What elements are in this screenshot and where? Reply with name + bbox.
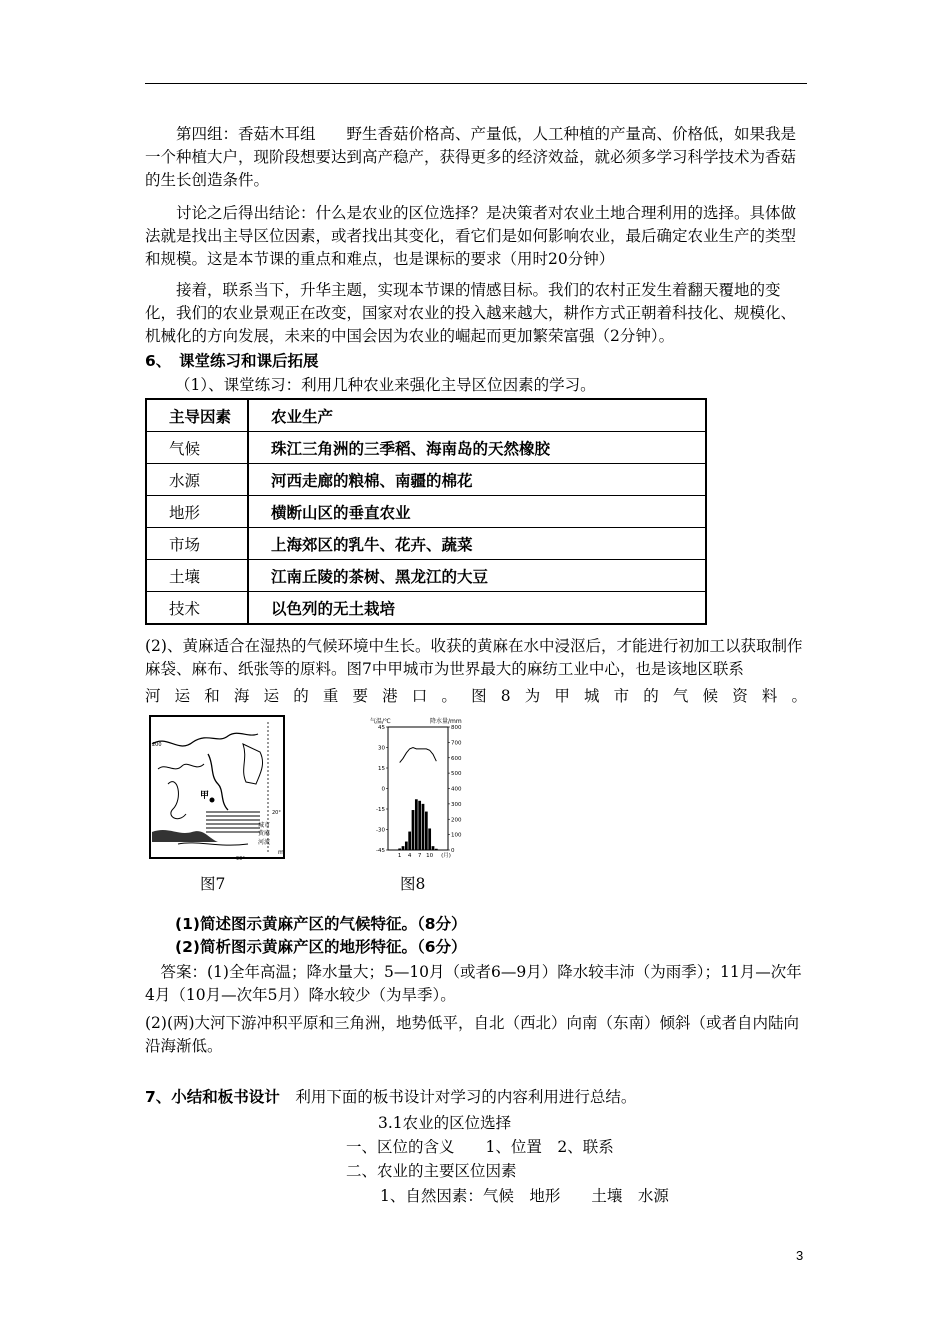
x-tick-label: 4: [407, 853, 412, 859]
figure8-caption: 图8: [400, 875, 426, 893]
table-header-cell: 农业生产: [248, 399, 706, 432]
precipitation-bar: [398, 848, 401, 850]
figure7-city-label: 甲: [200, 791, 210, 801]
x-tick-label: 10: [426, 853, 434, 859]
table-header-row: [146, 399, 706, 432]
figure7-longitude-label: 90°: [236, 856, 245, 862]
precipitation-bar: [415, 799, 418, 850]
table-cell-factor: 技术: [146, 592, 248, 625]
y2-tick-label: 100: [451, 832, 462, 839]
precipitation-bar: [402, 846, 405, 850]
precipitation-bar: [405, 842, 408, 850]
section7-row: [145, 1086, 807, 1109]
legend-city-label: 城市: [258, 822, 271, 829]
table-row: [146, 528, 706, 560]
x-tick-label: 1: [397, 853, 402, 859]
section6-heading: 6、 课堂练习和课后拓展: [145, 352, 319, 370]
legend-contour-label: m: [278, 849, 284, 856]
y-tick-label: 45: [378, 725, 385, 731]
y2-tick-label: 300: [451, 801, 462, 808]
board-line-3: 1、自然因素：气候 地形 土壤 水源: [380, 1187, 669, 1205]
y-tick-label: -15: [376, 807, 385, 813]
table-cell-agriculture: 河西走廊的粮棉、南疆的棉花: [248, 464, 706, 496]
board-line-2: 二、农业的主要区位因素: [346, 1162, 517, 1180]
paragraph-conclusion: 讨论之后得出结论：什么是农业的区位选择？是决策者对农业土地合理利用的选择。具体做法就是找出主导区位因素，或者找出其变化，看它们是如何影响农业，最后确定农业生产的类型和规模。这是本节课的重点和难点，也是课标的要求（用时20分钟）: [145, 204, 797, 268]
table-cell-factor: 气候: [146, 432, 248, 464]
table-cell-factor: 地形: [146, 496, 248, 528]
table-row: [146, 432, 706, 464]
table-cell-agriculture: 以色列的无土栽培: [248, 592, 706, 625]
table-cell-agriculture: 珠江三角洲的三季稻、海南岛的天然橡胶: [248, 432, 706, 464]
chart-ylabel: 气温/℃: [370, 718, 391, 725]
exercise2-text: (2)、黄麻适合在湿热的气候环境中生长。收获的黄麻在水中浸沤后，才能进行初加工以获取制作麻袋、麻布、纸张等的原料。图7中甲城市为世界最大的麻纺工业中心，也是该地区联系: [145, 637, 803, 678]
table-cell-agriculture: 横断山区的垂直农业: [248, 496, 706, 528]
question2: (2)简析图示黄麻产区的地形特征。（6分）: [175, 938, 467, 956]
answer1: 答案：(1)全年高温；降水量大；5—10月（或者6—9月）降水较丰沛（为雨季）；11月—次年4月（10月—次年5月）降水较少（为旱季）。: [145, 963, 802, 1004]
precipitation-bar: [418, 801, 421, 850]
y2-tick-label: 200: [451, 817, 462, 824]
table-row: [146, 560, 706, 592]
y2-tick-label: 700: [451, 740, 462, 747]
table-header-cell: 主导因素: [146, 399, 248, 432]
table-cell-factor: 市场: [146, 528, 248, 560]
precipitation-bar: [425, 812, 428, 850]
figure7-map: [148, 714, 286, 862]
figure8-climate-chart: [368, 714, 476, 864]
y-tick-label: 15: [378, 766, 385, 772]
page-number: 3: [796, 1248, 804, 1263]
legend-jute-label: 黄麻: [258, 830, 271, 837]
answer2: (2)(两)大河下游冲积平原和三角洲，地势低平，自北（西北）向南（东南）倾斜（或者自内陆向沿海渐低。: [145, 1014, 800, 1055]
table-cell-factor: 土壤: [146, 560, 248, 592]
table-row: [146, 592, 706, 625]
figure7-latitude-label: 20°: [272, 810, 281, 816]
x-tick-label: (月): [441, 853, 451, 859]
question1: (1)简述图示黄麻产区的气候特征。（8分）: [175, 915, 467, 933]
precipitation-bar: [408, 832, 411, 850]
x-tick-label: 7: [417, 853, 422, 859]
table-row: [146, 464, 706, 496]
section7-intro: 利用下面的板书设计对学习的内容利用进行总结。: [295, 1088, 637, 1106]
y-tick-label: 30: [378, 745, 385, 752]
precipitation-bar: [435, 849, 438, 850]
y-tick-label: -45: [376, 848, 385, 854]
temperature-line: [400, 748, 437, 763]
precipitation-bar: [428, 828, 431, 850]
figure7-caption: 图7: [200, 875, 226, 893]
exercise2-last-line: 河运和海运的重要港口。图8为甲城市的气候资料。: [145, 687, 807, 705]
exercise1-intro: （1）、课堂练习：利用几种农业来强化主导区位因素的学习。: [175, 376, 596, 394]
y2-tick-label: 600: [451, 755, 462, 762]
table-cell-agriculture: 江南丘陵的茶树、黑龙江的大豆: [248, 560, 706, 592]
header-rule: [145, 83, 807, 84]
paragraph-connect: 接着，联系当下，升华主题，实现本节课的情感目标。我们的农村正发生着翻天覆地的变化，我们的农业景观正在改变，国家对农业的投入越来越大，耕作方式正朝着科技化、规模化、机械化的方向发展，未来的中国会因为农业的崛起而更加繁荣富强（2分钟）。: [145, 281, 797, 345]
paragraph-group4: 第四组：香菇木耳组 野生香菇价格高、产量低，人工种植的产量高、价格低，如果我是一个种植大户，现阶段想要达到高产稳产，获得更多的经济效益，就必须多学习科学技术为香菇的生长创造条件。: [145, 125, 797, 189]
y-tick-label: 0: [381, 786, 385, 793]
figure7-elevation-label: 200: [152, 742, 162, 748]
table-cell-factor: 水源: [146, 464, 248, 496]
precipitation-bar: [432, 846, 435, 850]
precipitation-bar: [422, 804, 425, 850]
precipitation-bar: [412, 810, 415, 850]
board-title: 3.1农业的区位选择: [378, 1114, 512, 1132]
chart-plot-frame: [388, 727, 448, 850]
table-cell-agriculture: 上海郊区的乳牛、花卉、蔬菜: [248, 528, 706, 560]
factor-table: [145, 398, 707, 625]
chart-y2label: 降水量/mm: [430, 718, 462, 725]
y2-tick-label: 800: [451, 725, 462, 731]
y2-tick-label: 0: [451, 848, 455, 854]
legend-river-label: 河流: [258, 839, 271, 846]
y2-tick-label: 500: [451, 771, 462, 778]
y2-tick-label: 400: [451, 786, 462, 793]
board-line-1: 一、区位的含义 1、位置 2、联系: [346, 1138, 614, 1156]
city-marker-icon: [210, 798, 215, 803]
section7-heading: 7、小结和板书设计: [145, 1088, 280, 1106]
y-tick-label: -30: [376, 827, 385, 834]
table-row: [146, 496, 706, 528]
